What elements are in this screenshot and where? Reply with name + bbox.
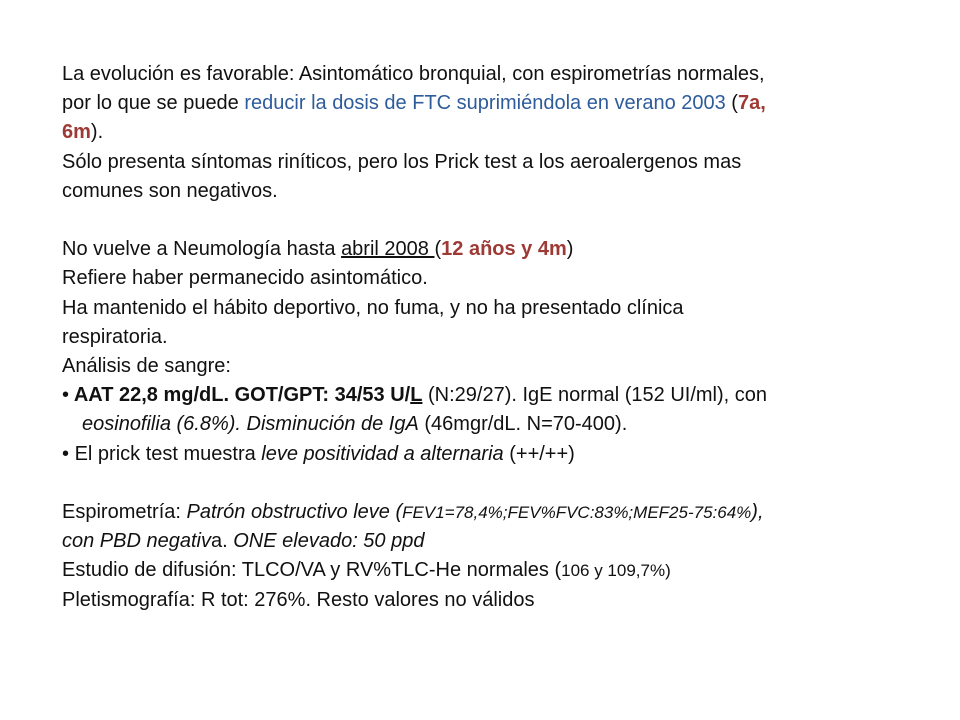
paragraph-line xyxy=(62,498,942,527)
italic-text: Patrón obstructivo leve ( xyxy=(186,501,403,524)
text: (N:29/27). IgE normal (152 UI/ml), con xyxy=(422,384,767,407)
italic-text: ONE elevado: 50 ppd xyxy=(233,530,425,553)
text: (46mgr/dL. N=70-400). xyxy=(418,413,628,436)
bullet-item xyxy=(62,381,942,410)
text: (++/++) xyxy=(503,442,575,465)
italic-text: eosinofilia (6.8%). Disminución de IgA xyxy=(82,413,419,436)
text: Estudio de difusión: TLCO/VA y RV%TLC-He normales ( xyxy=(62,559,562,582)
date-text: abril 2008 xyxy=(341,238,435,261)
bullet-marker: • xyxy=(62,384,70,407)
text: El prick test muestra xyxy=(69,442,262,465)
age-highlight: 7a, xyxy=(737,92,766,115)
paragraph-line xyxy=(62,89,942,118)
paragraph-line xyxy=(62,118,942,147)
slide-body xyxy=(62,60,942,615)
spacer xyxy=(62,206,942,235)
text: respiratoria. xyxy=(62,325,168,348)
italic-text: leve positividad a alternaria xyxy=(261,442,504,465)
text: comunes son negativos. xyxy=(62,179,278,202)
paragraph-line xyxy=(62,177,942,206)
text: Análisis de sangre: xyxy=(62,355,231,378)
paragraph-line xyxy=(62,323,942,352)
paragraph-line xyxy=(62,148,942,177)
text: ). xyxy=(90,121,104,144)
text: Espirometría: xyxy=(62,501,187,524)
paragraph-line xyxy=(62,352,942,381)
spacer xyxy=(62,469,942,498)
paragraph-line xyxy=(62,556,942,585)
text: a. xyxy=(210,530,234,553)
text: ) xyxy=(566,238,574,261)
text: ( xyxy=(725,92,738,115)
text: ( xyxy=(434,238,442,261)
bullet-item xyxy=(62,440,942,469)
italic-text: con PBD negativ xyxy=(62,530,211,553)
text: La evolución es favorable: Asintomático bronquial, con espirometrías normales, xyxy=(62,63,765,85)
text: por lo que se puede xyxy=(62,92,245,115)
paragraph-line xyxy=(62,60,942,89)
bullet-continuation xyxy=(62,410,942,439)
paragraph-line xyxy=(62,264,942,293)
italic-text: ), xyxy=(751,501,764,524)
lab-values: AAT 22,8 mg/dL. GOT/GPT: 34/53 U/ xyxy=(69,384,411,407)
age-highlight: 6m xyxy=(62,121,91,144)
text: Sólo presenta síntomas riníticos, pero los Prick test a los aeroalergenos mas xyxy=(62,150,742,173)
text: Refiere haber permanecido asintomático. xyxy=(62,267,428,290)
text: No vuelve a Neumología hasta xyxy=(62,238,342,261)
highlight-text: reducir la dosis de FTC suprimiéndola en verano 2003 xyxy=(244,92,726,115)
bullet-marker: • xyxy=(62,442,70,465)
paragraph-line xyxy=(62,235,942,264)
age-highlight: 12 años y 4m xyxy=(441,238,567,261)
paragraph-line xyxy=(62,294,942,323)
diffusion-values: 106 y 109,7%) xyxy=(561,561,671,581)
text: Ha mantenido el hábito deportivo, no fuma, y no ha presentado clínica xyxy=(62,296,684,319)
text: Pletismografía: R tot: 276%. Resto valores no válidos xyxy=(62,588,535,611)
paragraph-line xyxy=(62,527,942,556)
spirometry-values: FEV1=78,4%;FEV%FVC:83%;MEF25-75:64% xyxy=(402,503,752,523)
lab-values-unit: L xyxy=(410,384,423,407)
paragraph-line xyxy=(62,586,942,615)
